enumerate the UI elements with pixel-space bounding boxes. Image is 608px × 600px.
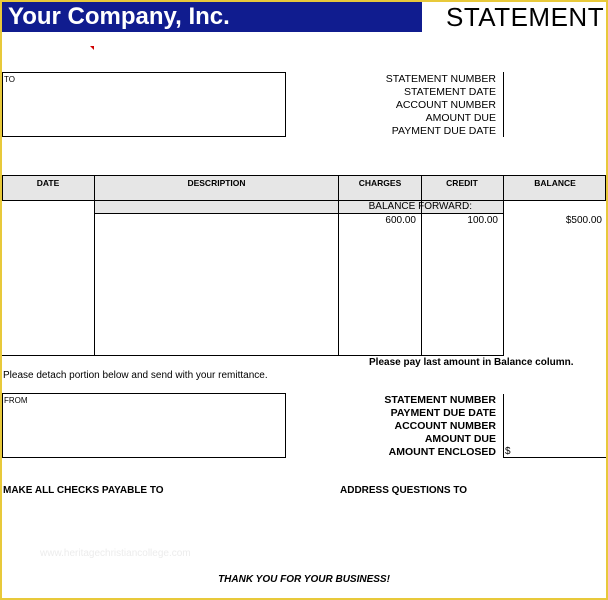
comment-indicator-icon xyxy=(90,46,94,50)
charges-value: 600.00 xyxy=(385,215,416,226)
balance-column-header: BALANCE xyxy=(534,178,576,188)
payment-note: Please pay last amount in Balance column. xyxy=(369,357,574,368)
remit-payment-due-date-label: PAYMENT DUE DATE xyxy=(390,407,496,419)
table-column-divider xyxy=(338,175,339,356)
statement-number-label: STATEMENT NUMBER xyxy=(385,73,496,85)
charges-column-header: CHARGES xyxy=(358,178,402,188)
date-column-header: DATE xyxy=(36,178,60,188)
from-address-box[interactable] xyxy=(2,393,286,458)
credit-column-header: CREDIT xyxy=(446,178,478,188)
statement-date-label: STATEMENT DATE xyxy=(404,86,496,98)
company-name: Your Company, Inc. xyxy=(8,3,230,30)
balance-forward-label: BALANCE FORWARD: xyxy=(368,201,472,212)
description-column-header: DESCRIPTION xyxy=(187,178,246,188)
from-label: FROM xyxy=(4,396,28,405)
table-column-divider xyxy=(503,175,504,356)
thank-you-message: THANK YOU FOR YOUR BUSINESS! xyxy=(218,574,390,585)
amount-enclosed-label: AMOUNT ENCLOSED xyxy=(388,446,496,458)
table-column-divider xyxy=(421,175,422,356)
remit-account-number-label: ACCOUNT NUMBER xyxy=(394,420,496,432)
amount-enclosed-field[interactable]: $ xyxy=(505,446,511,457)
amount-due-label: AMOUNT DUE xyxy=(425,112,496,124)
table-column-divider xyxy=(94,175,95,356)
payment-due-date-label: PAYMENT DUE DATE xyxy=(391,125,496,137)
credit-value: 100.00 xyxy=(467,215,498,226)
table-bottom-line xyxy=(2,355,504,356)
to-label: TO xyxy=(4,75,15,84)
detach-instruction: Please detach portion below and send with your remittance. xyxy=(3,370,268,381)
address-questions-label: ADDRESS QUESTIONS TO xyxy=(340,485,468,496)
to-address-box[interactable] xyxy=(2,72,286,137)
account-number-label: ACCOUNT NUMBER xyxy=(395,99,496,111)
balance-value: $500.00 xyxy=(565,215,602,226)
watermark-text: www.heritagechristiancollege.com xyxy=(40,548,191,559)
remit-statement-number-label: STATEMENT NUMBER xyxy=(384,394,496,406)
bottom-info-divider xyxy=(503,394,504,458)
statement-title: STATEMENT xyxy=(446,2,605,32)
checks-payable-label: MAKE ALL CHECKS PAYABLE TO xyxy=(3,485,164,496)
top-info-divider xyxy=(503,72,504,137)
amount-enclosed-underline xyxy=(503,457,606,458)
remit-amount-due-label: AMOUNT DUE xyxy=(424,433,496,445)
